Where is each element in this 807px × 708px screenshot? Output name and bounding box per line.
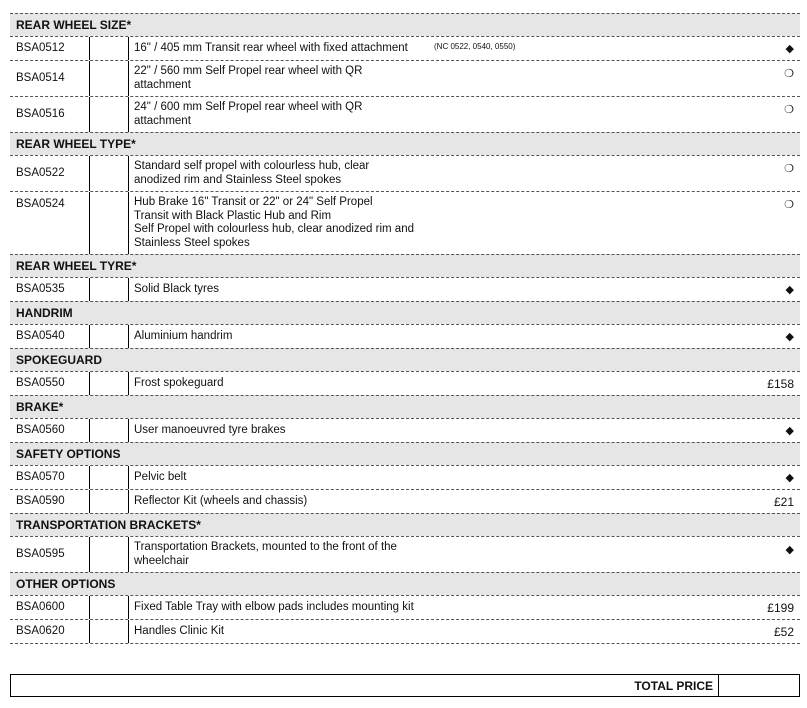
section-header: BRAKE* — [10, 395, 800, 418]
option-description-line: Handles Clinic Kit — [134, 625, 225, 637]
option-price: £199 — [767, 601, 794, 615]
option-checkbox[interactable] — [89, 192, 129, 254]
option-item-icon: ❍ — [784, 68, 794, 80]
section-header: SPOKEGUARD — [10, 348, 800, 371]
option-description — [134, 495, 434, 509]
option-description-line: Self Propel with colourless hub, clear anodized rim and — [134, 223, 414, 235]
option-row — [10, 96, 800, 132]
option-description — [134, 625, 434, 639]
option-description-line: Fixed Table Tray with elbow pads includes mounting kit — [134, 601, 414, 613]
section-header: REAR WHEEL SIZE* — [10, 13, 800, 36]
option-description-line: attachment — [134, 114, 191, 127]
option-row — [10, 36, 800, 60]
option-description — [134, 160, 434, 187]
total-price-label: TOTAL PRICE — [634, 679, 713, 693]
option-item-icon: ❍ — [784, 104, 794, 116]
option-description — [134, 65, 434, 92]
option-item-icon: ❍ — [784, 199, 794, 211]
option-code: BSA0590 — [16, 495, 65, 507]
option-code: BSA0512 — [16, 42, 65, 54]
option-description-line: Hub Brake 16" Transit or 22" or 24" Self Propel — [134, 196, 373, 208]
option-code: BSA0522 — [16, 167, 65, 179]
option-checkbox[interactable] — [89, 156, 129, 191]
divider — [10, 643, 800, 656]
option-code: BSA0516 — [16, 108, 65, 120]
option-description-line: Solid Black tyres — [134, 283, 220, 295]
option-description-line: Stainless Steel spokes — [134, 236, 250, 249]
option-checkbox[interactable] — [89, 278, 129, 301]
options-form — [10, 13, 800, 656]
section-header: SAFETY OPTIONS — [10, 442, 800, 465]
section-header: REAR WHEEL TYRE* — [10, 254, 800, 277]
option-code: BSA0540 — [16, 330, 65, 342]
option-note: (NC 0522, 0540, 0550) — [434, 42, 516, 51]
option-code: BSA0550 — [16, 377, 65, 389]
option-checkbox[interactable] — [89, 97, 129, 132]
option-description — [134, 101, 434, 128]
standard-item-icon: ◆ — [785, 43, 794, 55]
option-description-line: 22" / 560 mm Self Propel rear wheel with QR — [134, 65, 363, 77]
option-description-line: wheelchair — [134, 554, 189, 567]
option-code: BSA0560 — [16, 424, 65, 436]
option-description-line: 16" / 405 mm Transit rear wheel with fixed attachment — [134, 42, 408, 54]
option-checkbox[interactable] — [89, 466, 129, 489]
option-description-line: Standard self propel with colourless hub, clear — [134, 160, 370, 172]
standard-item-icon: ◆ — [785, 331, 794, 343]
option-checkbox[interactable] — [89, 537, 129, 572]
option-code: BSA0535 — [16, 283, 65, 295]
option-row — [10, 536, 800, 572]
option-checkbox[interactable] — [89, 620, 129, 643]
option-description-line: 24" / 600 mm Self Propel rear wheel with QR — [134, 101, 363, 113]
option-description — [134, 330, 434, 344]
option-description-line: User manoeuvred tyre brakes — [134, 424, 286, 436]
option-description — [134, 471, 434, 485]
option-description-line: Transportation Brackets, mounted to the front of the — [134, 541, 397, 553]
option-description-line: Reflector Kit (wheels and chassis) — [134, 495, 308, 507]
option-item-icon: ❍ — [784, 163, 794, 175]
standard-item-icon: ◆ — [785, 425, 794, 437]
option-code: BSA0600 — [16, 601, 65, 613]
option-description — [134, 541, 434, 568]
option-row — [10, 418, 800, 442]
total-price-input-box[interactable] — [718, 675, 799, 696]
standard-item-icon: ◆ — [785, 472, 794, 484]
section-header: HANDRIM — [10, 301, 800, 324]
total-price-row — [10, 674, 800, 697]
option-row — [10, 465, 800, 489]
section-header: TRANSPORTATION BRACKETS* — [10, 513, 800, 536]
option-description — [134, 42, 434, 56]
option-checkbox[interactable] — [89, 419, 129, 442]
option-description — [134, 601, 434, 615]
option-code: BSA0514 — [16, 72, 65, 84]
option-checkbox[interactable] — [89, 61, 129, 96]
section-header: REAR WHEEL TYPE* — [10, 132, 800, 155]
option-price: £52 — [773, 625, 794, 639]
option-code: BSA0570 — [16, 471, 65, 483]
option-description-line: Transit with Black Plastic Hub and Rim — [134, 209, 332, 222]
option-description-line: Frost spokeguard — [134, 377, 224, 389]
option-checkbox[interactable] — [89, 372, 129, 395]
option-checkbox[interactable] — [89, 490, 129, 513]
option-description — [134, 424, 434, 438]
option-row — [10, 619, 800, 643]
option-row — [10, 277, 800, 301]
standard-item-icon: ◆ — [785, 544, 794, 556]
standard-item-icon: ◆ — [785, 284, 794, 296]
option-row — [10, 595, 800, 619]
option-description-line: attachment — [134, 78, 191, 91]
option-code: BSA0595 — [16, 548, 65, 560]
option-description — [134, 377, 434, 391]
option-row — [10, 324, 800, 348]
option-description-line: Aluminium handrim — [134, 330, 233, 342]
option-row — [10, 371, 800, 395]
option-code: BSA0620 — [16, 625, 65, 637]
option-price: £21 — [773, 495, 794, 509]
option-row — [10, 155, 800, 191]
option-description — [134, 196, 434, 250]
option-description-line: Pelvic belt — [134, 471, 187, 483]
option-code: BSA0524 — [16, 198, 65, 210]
option-description — [134, 283, 434, 297]
option-checkbox[interactable] — [89, 37, 129, 60]
option-price: £158 — [767, 377, 794, 391]
option-row — [10, 489, 800, 513]
section-header: OTHER OPTIONS — [10, 572, 800, 595]
option-checkbox[interactable] — [89, 596, 129, 619]
option-checkbox[interactable] — [89, 325, 129, 348]
option-row — [10, 191, 800, 254]
option-row — [10, 60, 800, 96]
option-description-line: anodized rim and Stainless Steel spokes — [134, 173, 342, 186]
